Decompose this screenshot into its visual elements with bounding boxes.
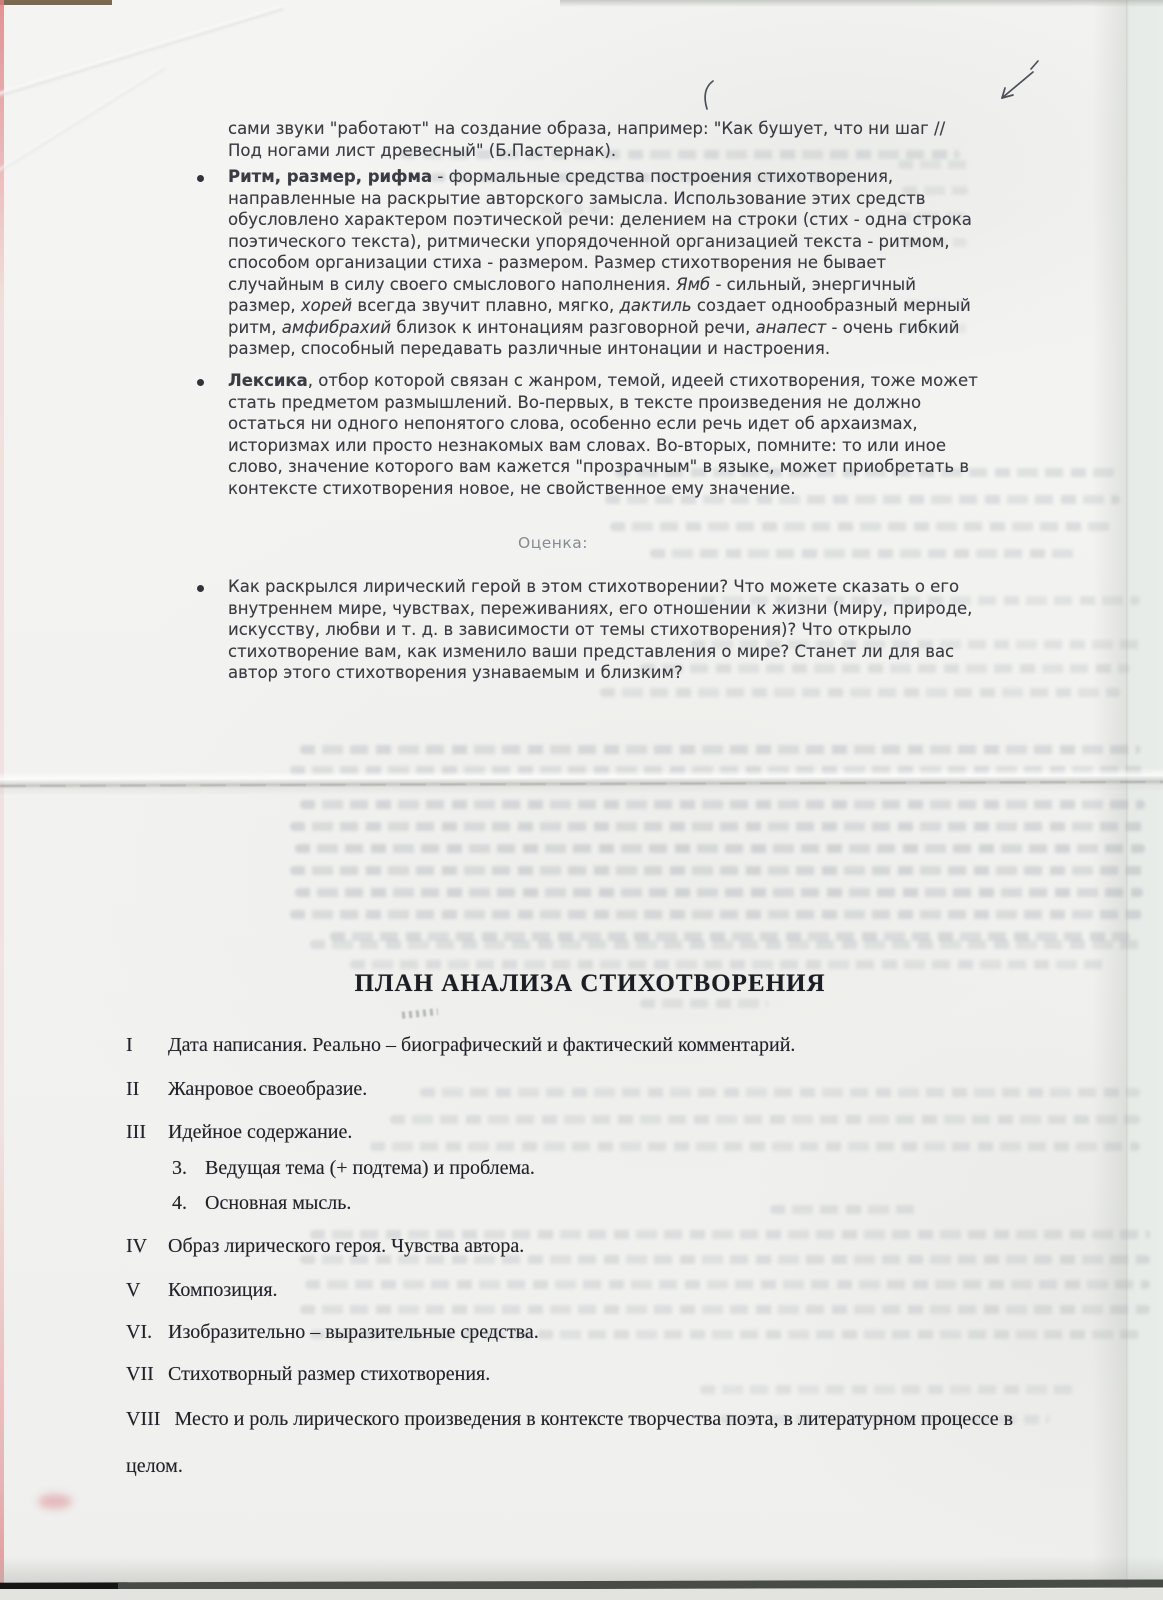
text-run: всегда звучит плавно, мягко, [352,296,620,315]
italic-term: дактиль [619,296,692,315]
text-run: - формальные средства построения стихотворения, направленные на раскрытие авторского замысла. Использование этих средств обусловлено характером поэтической речи: делением на строки (стих - одна строка поэтического текста), ритмически упорядоченной организацией текста - ритмом, способом организации стиха - размером. Размер стихотворения не бывает случайным в силу своего смыслового наполнения. [228,167,972,294]
text-run: - сильный, энергичный размер, [228,274,916,315]
text-run: , отбор которой связан с жанром, темой, идеей стихотворения, тоже может стать предметом размышлений. Во-первых, в тексте произведения не должно остаться ни одного непонятого слова, особенно если речь идет об архаизмах, историзмах или просто незнакомых вам словах. Во-вторых, помните: то или иное слово, значение которого вам кажется "прозрачным" в языке, может приобретать в контексте стихотворения новое, не свойственное ему значение. [228,371,978,498]
plan-item [172,1155,1102,1181]
plan-item-number: I [126,1034,133,1056]
plan-title: ПЛАН АНАЛИЗА СТИХОТВОРЕНИЯ [354,970,826,997]
bold-term: Ритм, размер, рифма [228,167,433,186]
plan-item-number: VIII [126,1408,161,1430]
plan-item-text: Ведущая тема (+ подтема) и проблема. [205,1157,535,1179]
text-run: создает однообразный мерный ритм, [228,296,971,337]
scanner-background-bottom [0,1589,1163,1600]
plan-item-number: III [126,1121,146,1143]
plan-item-number: II [126,1078,140,1100]
plan-item-text: Стихотворный размер стихотворения. [168,1363,491,1385]
bold-term: Лексика [228,371,308,390]
plan-item [126,1277,1056,1303]
plan-item [126,1396,1056,1490]
plan-item-text: Основная мысль. [205,1192,352,1214]
plan-item-number: IV [126,1235,148,1257]
italic-term: анапест [755,317,827,337]
plan-item-text: Композиция. [168,1279,278,1301]
plan-item [172,1190,1102,1216]
score-heading: Оценка: [518,534,589,552]
plan-item-number: V [126,1279,141,1301]
plan-item [126,1076,1056,1102]
italic-term: амфибрахий [281,317,392,337]
plan-item [126,1119,1056,1145]
plan-item-text: Место и роль лирического произведения в контексте творчества поэта, в литературном процессе в целом. [126,1408,1014,1477]
plan-item [126,1319,1056,1345]
intro-paragraph: сами звуки "работают" на создание образа, например: "Как бушует, что ни шаг // Под ногами лист древесный" (Б.Пастернак). [228,119,946,160]
italic-term: Ямб [676,274,711,294]
pink-smudge [38,1494,72,1509]
plan-item-text: Жанровое своеобразие. [168,1078,368,1100]
page-bottom-shadow [0,1556,1163,1582]
plan-item [126,1032,1056,1058]
plan-item-text: Идейное содержание. [168,1121,353,1143]
plan-item-text: Образ лирического героя. Чувства автора. [168,1235,525,1257]
italic-term: хорей [300,296,353,315]
text-run: - очень гибкий размер, способный передавать различные интонации и настроения. [228,317,960,358]
plan-item-number: VI. [126,1321,153,1343]
plan-item-number: 4. [172,1192,187,1214]
hero-question-paragraph: Как раскрылся лирический герой в этом стихотворении? Что можете сказать о его внутреннем мире, чувствах, переживаниях, его отношении к жизни (миру, природе, искусству, любви и т. д. в зависимости от темы стихотворения)? Что открыло стихотворение вам, как изменило ваши представления о мире? Станет ли для вас автор этого стихотворения узнаваемым и близким? [228,577,973,682]
plan-item-number: 3. [172,1157,187,1179]
plan-item-text: Изобразительно – выразительные средства. [168,1321,539,1343]
plan-item-number: VII [126,1363,154,1385]
plan-item-text: Дата написания. Реально – биографический и фактический комментарий. [168,1034,796,1056]
plan-item [126,1233,1056,1259]
text-run: близок к интонациям разговорной речи, [391,317,756,337]
plan-item [126,1361,1056,1387]
